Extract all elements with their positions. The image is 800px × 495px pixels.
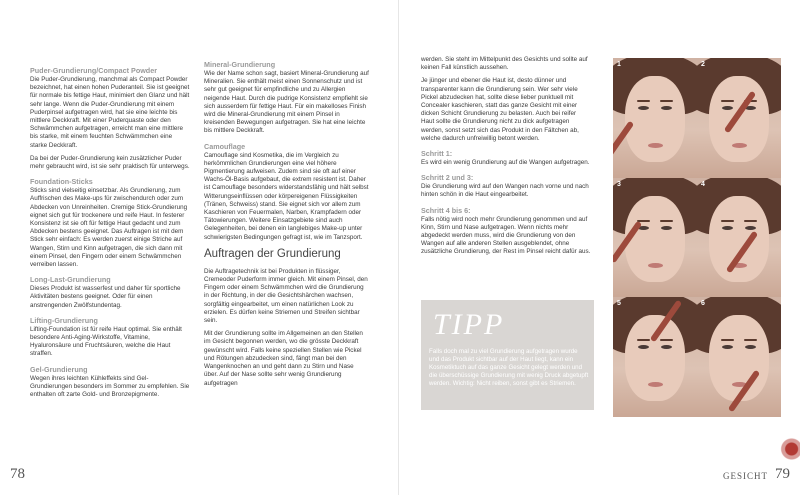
section-heading: Puder-Grundierung/Compact Powder — [30, 66, 157, 75]
section-heading: Mineral-Grundierung — [204, 60, 276, 69]
makeup-step-photo — [613, 58, 697, 178]
section-heading: Gel-Grundierung — [30, 364, 88, 374]
body-paragraph: Die Grundierung wird auf den Wangen nach vorne und nach hinten schön in die Haut eingearbeitet. — [421, 183, 589, 199]
right-column — [421, 56, 591, 262]
body-paragraph: Dieses Produkt ist wasserfest und daher für sportliche Aktivitäten bestens geeignet. Oder für einen anstrengenden Zwölfstundentag. — [30, 285, 181, 309]
section-heading: Schritt 4 bis 6: — [421, 205, 471, 215]
tip-box — [421, 300, 594, 410]
makeup-step-photo — [613, 297, 697, 417]
makeup-step-photo — [697, 297, 781, 417]
body-paragraph: werden. Sie steht im Mittelpunkt des Gesichts und sollte auf keinen Fall künstlich aussehen. — [421, 56, 588, 72]
makeup-step-photo — [613, 178, 697, 298]
photo-step-number: 5 — [617, 300, 621, 307]
makeup-step-photo — [697, 178, 781, 298]
body-paragraph: Die Auftragetechnik ist bei Produkten in flüssiger, Cremeoder Puderform immer gleich. Mit einem Pinsel, den Fingern oder einem Schwämmchen wird die Grundierung in der Richtung, in der die Gesichtshärchen wachsen, sorgfältig eingearbeitet, um einen natürlichen Look zu erzielen. Es dürfen keine Striemen und Streifen sichtbar sein. — [204, 267, 368, 325]
body-paragraph: Falls nötig wird noch mehr Grundierung genommen und auf Kinn, Stirn und Nase aufgetragen. Wenn nichts mehr abgedeckt werden muss, wird die Grundierung von den Wangen auf alle anderen Stellen ausgeblendet, ohne zusätzliche Grundierung, der Rest im Pinsel reicht dafür aus. — [421, 215, 591, 256]
body-paragraph: Wie der Name schon sagt, basiert Mineral-Grundierung auf Mineralien. Sie enthält meist einen Sonnenschutz und ist sehr gut geeignet für empfindliche und zu Allergien neigende Haut. Durch die pudrige Konsistenz empfiehlt sie sich ausserdem für fettige Haut. Für ein makelloses Finish wird die Mineral-Grundierung mit einem Pinsel in kreisenden Bewegungen aufgetragen. Sie hat eine leichte bis mittlere Deckkraft. — [204, 70, 369, 135]
body-paragraph: Da bei der Puder-Grundierung kein zusätzlicher Puder mehr gebraucht wird, ist sie sehr praktisch für unterwegs. — [30, 154, 190, 171]
body-paragraph: Mit der Grundierung sollte im Allgemeinen an den Stellen im Gesicht begonnen werden, wo die grösste Deckkraft gewünscht wird. Falls keine speziellen Stellen wie Pickel und Rötungen abzudecken sind, fängt man bei den Wangenknochen an und geht dann zu Stirn und Nase über. Auf der Nase sollte sehr wenig Grundierung aufgetragen — [204, 330, 363, 387]
body-paragraph: Sticks sind vielseitig einsetzbar. Als Grundierung, zum Auffrischen des Make-ups für zwischendurch oder zum Abdecken von Unreinheiten. Cremige Stick-Grundierung eignet sich gut für trockenere und reife Haut. In festerer Konsistenz ist sie oft für fettige Haut gedacht und zum Abdecken bestens geeignet. Das Auftragen ist mit dem Stick sehr einfach: Es werden zuerst einige Striche auf Wangen, Stirn und Kinn aufgetragen, die sich dann mit einem Pinsel, den Fingern oder einem Schwämmchen verreiben lassen. — [30, 187, 188, 269]
photo-step-number: 1 — [617, 61, 621, 68]
section-heading: Long-Last-Grundierung — [30, 275, 111, 285]
body-paragraph: Die Puder-Grundierung, manchmal als Compact Powder bezeichnet, hat einen hohen Puderanteil. Sie ist geeignet für normale bis fettige Haut, minimiert den Glanz und hält sehr lange. Wenn die Puder-Grundierung mit einem Puderpinsel aufgetragen wird, hat sie eine leichte bis mittlere Deckkraft. Mit einer Puderquaste oder den Schwämmchen aufgetragen, erreicht man eine mittlere bis starke, mit einem feuchten Schwämmchen eine starke Deckkraft. — [30, 76, 190, 149]
section-heading: Schritt 2 und 3: — [421, 173, 474, 183]
section-title: Auftragen der Grundierung — [204, 247, 341, 260]
body-paragraph: Camouflage sind Kosmetika, die im Vergleich zu herkömmlichen Grundierungen eine viel höhere Pigmentierung aufweisen. Zudem sind sie oft auf einer Wachs-Öl-Basis aufgebaut, die extrem resistent ist. Daher ist Camouflage besonders widerstandsfähig und hält selbst Witterungseinflüssen oder körpereigenen Flüssigkeiten (Tränen, Schweiss) stand. Sie eignet sich vor allem zum Kaschieren von Feuermalen, Narben, Krampfadern oder Tätowierungen. Weitere Einsatzgebiete sind auch Gelegenheiten, bei denen ein langlebiges Make-up unter schwierigsten Bedingungen gefragt ist, wie im Tanzsport. — [204, 151, 369, 241]
page-number-left: 78 — [10, 466, 25, 482]
paint-splash-decoration — [772, 425, 800, 465]
makeup-step-photo — [697, 58, 781, 178]
left-column-2 — [204, 60, 369, 393]
body-paragraph: Je jünger und ebener die Haut ist, desto dünner und transparenter kann die Grundierung sein. Wer sehr viele Pickel abzudecken hat, sollte diese lieber punktuell mit Concealer kaschieren, statt das ganze Gesicht mit einer dicken Schicht Grundierung zu belasten. Auch bei reifer Haut sollte die Grundierung nicht zu dick aufgetragen werden, sonst setzt sich das Produkt in den Fältchen ab, welche dadurch unfreiwillig betont werden. — [421, 77, 579, 142]
section-heading: Camouflage — [204, 141, 246, 151]
photo-step-number: 4 — [701, 181, 705, 188]
body-paragraph: Wegen ihres leichten Kühleffekts sind Gel-Grundierungen besonders im Sommer zu empfehlen. Sie enthalten oft zarte Gold- und Bronzepigmente. — [30, 374, 190, 399]
left-column-1 — [30, 66, 190, 404]
section-heading: Foundation-Sticks — [30, 177, 93, 187]
body-paragraph: Lifting-Foundation ist für reife Haut optimal. Sie enthält besondere Anti-Aging-Wirkstoffe, Vitamine, Hyaluronsäure und Fruchtsäuren, welche die Haut straffen. — [30, 325, 182, 358]
tip-title: TIPP — [433, 308, 505, 341]
photo-step-number: 3 — [617, 181, 621, 188]
photo-step-number: 6 — [701, 300, 705, 307]
left-page — [0, 0, 399, 495]
photo-step-number: 2 — [701, 61, 705, 68]
section-heading: Lifting-Grundierung — [30, 315, 98, 325]
tip-text: Falls doch mal zu viel Grundierung aufgetragen wurde und das Produkt sichtbar auf der Haut liegt, kann ein Kosmetiktuch auf das ganze Gesicht gelegt werden und die überschüssige Grundierung mit wenig Druck abgetupft werden. Wichtig: Nicht reiben, sonst gibt es Striemen. — [429, 348, 589, 388]
section-heading: Schritt 1: — [421, 149, 453, 159]
page-number-right: 79 — [775, 466, 790, 482]
section-label: GESICHT — [723, 471, 768, 481]
body-paragraph: Es wird ein wenig Grundierung auf die Wangen aufgetragen. — [421, 159, 590, 167]
